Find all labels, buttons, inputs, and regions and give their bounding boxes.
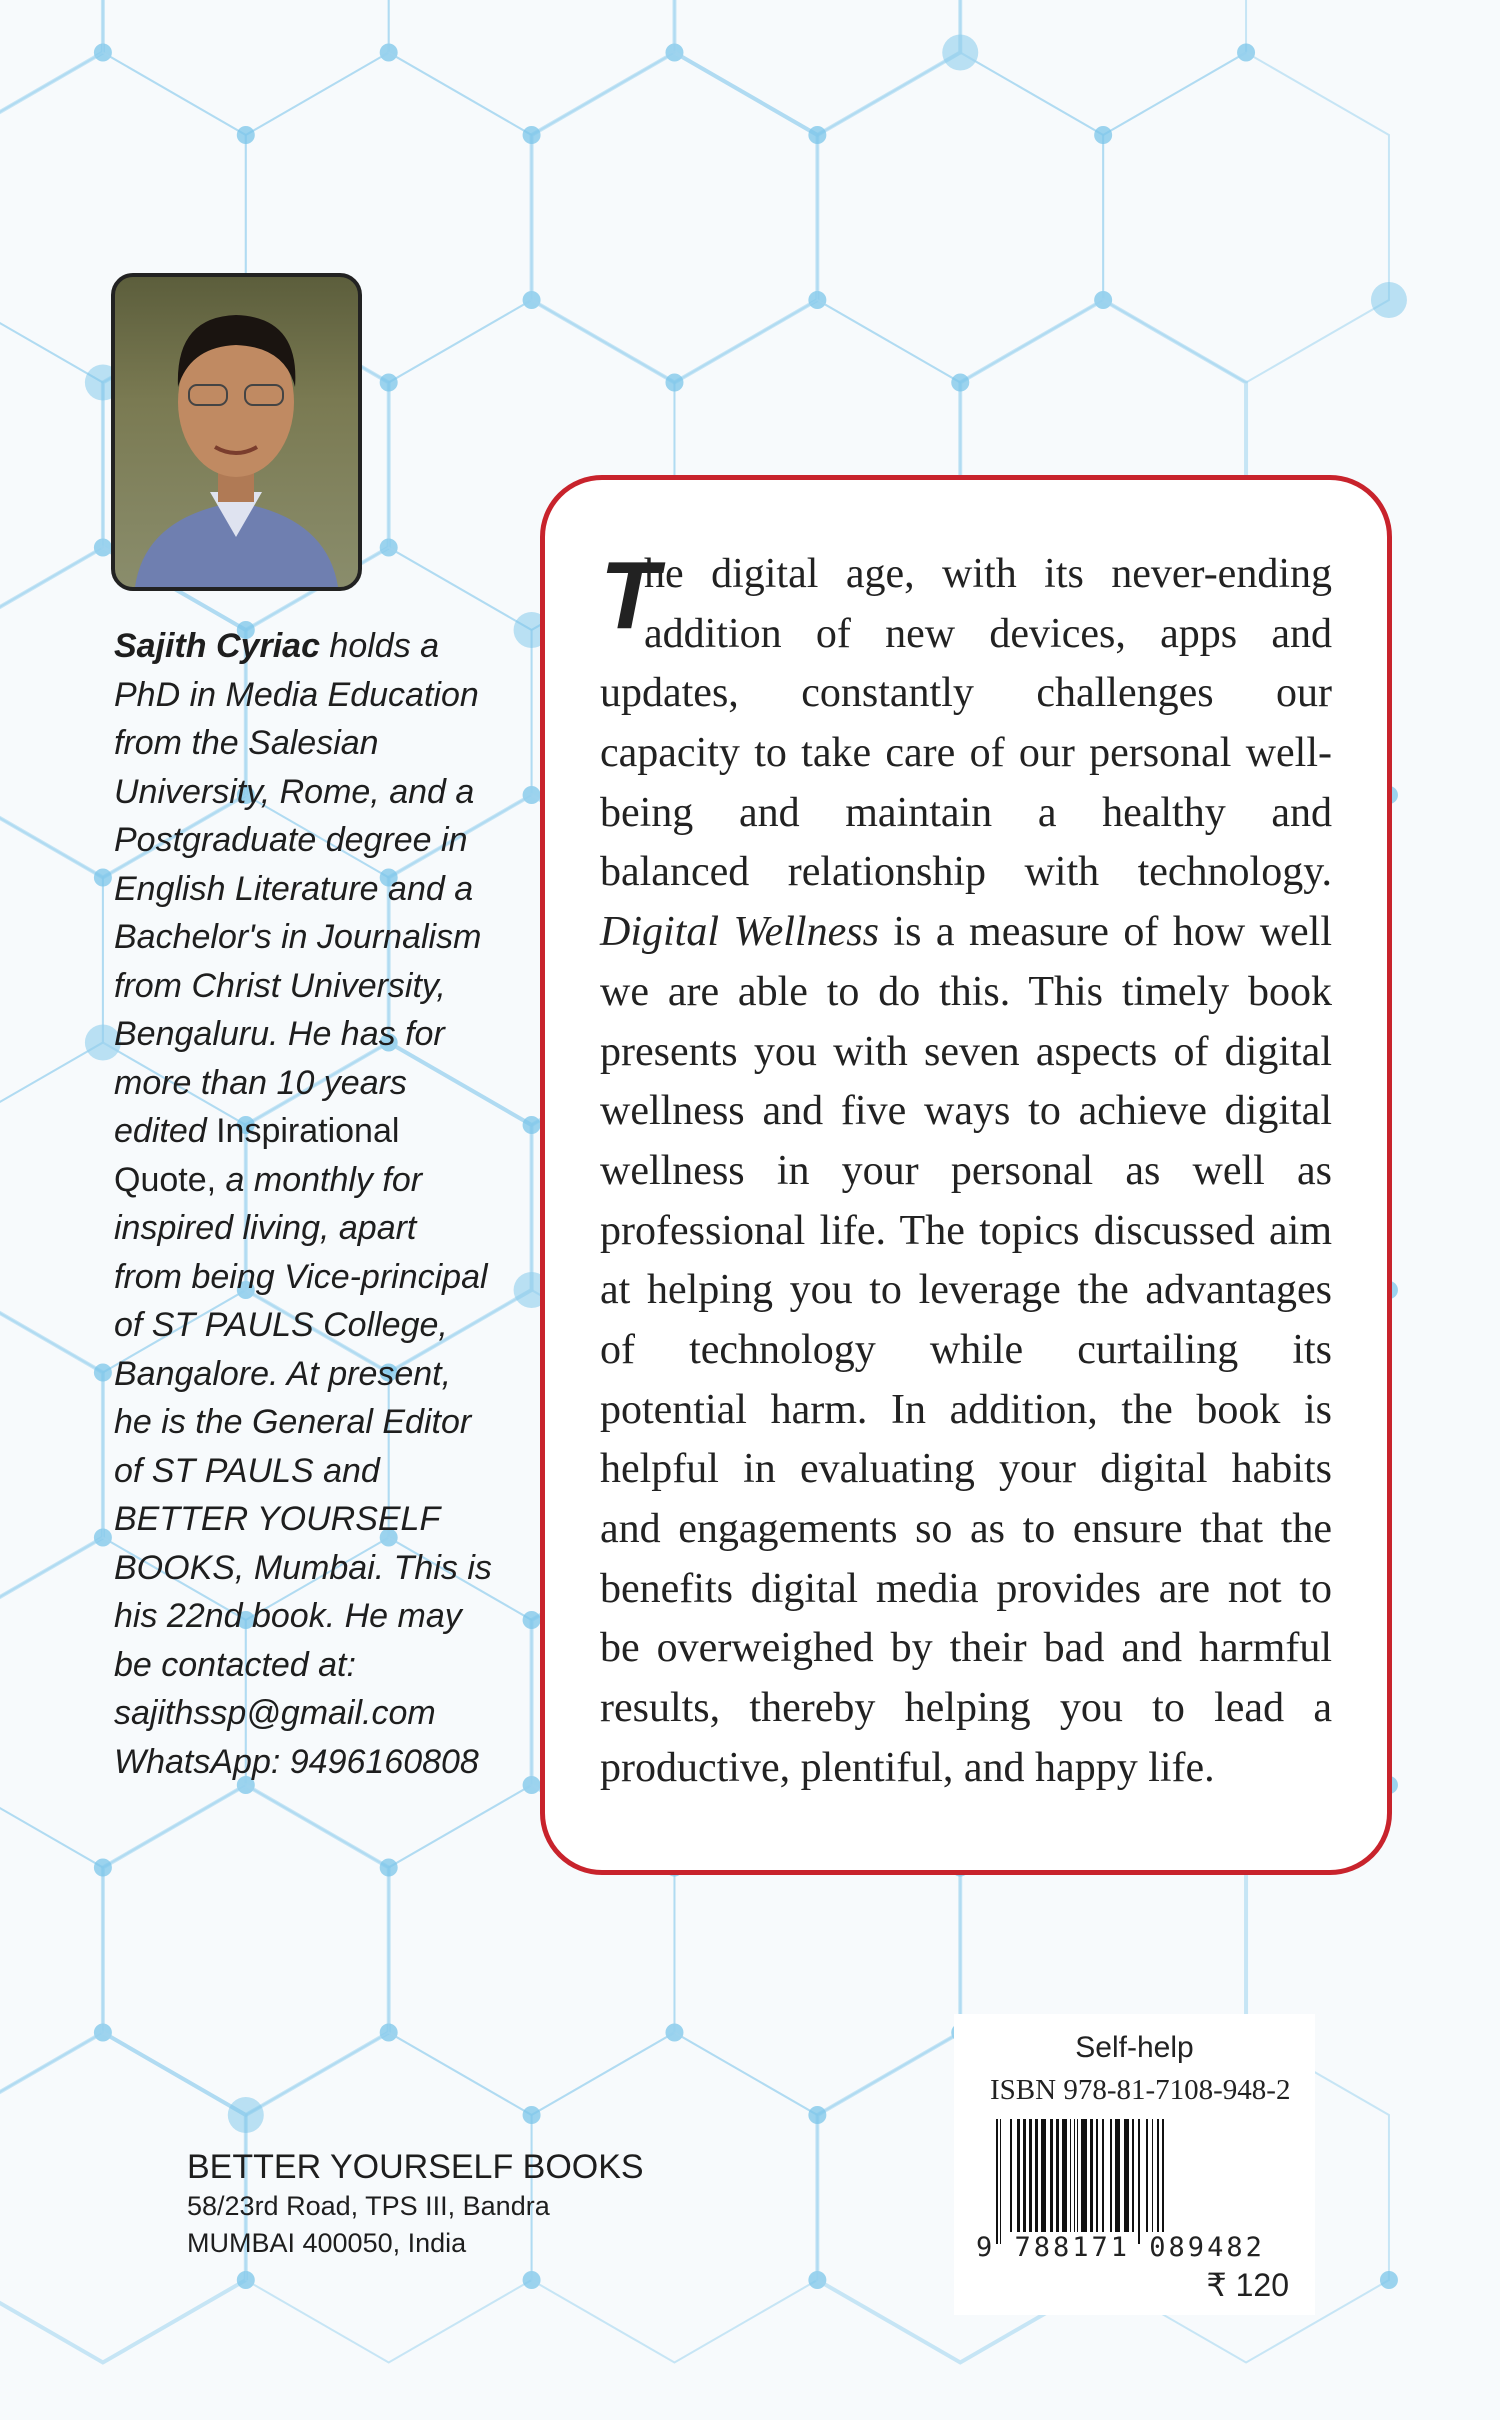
category-label: Self-help — [1075, 2031, 1194, 2064]
blurb-text: be overweighed by their bad and harmful — [600, 1625, 1332, 1672]
blurb-line — [600, 664, 1332, 724]
blurb-line — [600, 1261, 1332, 1321]
hexagon-shape — [0, 1290, 103, 1620]
blurb-line — [600, 1202, 1332, 1262]
blurb-line — [600, 903, 1332, 963]
barcode-bar — [1010, 2119, 1012, 2232]
barcode-bar — [1041, 2119, 1046, 2232]
bio-line — [114, 671, 534, 720]
barcode-bar — [1077, 2119, 1078, 2232]
hexagon-node-dot — [808, 126, 826, 144]
hexagon-node-dot — [237, 126, 255, 144]
bio-text: sajithssp@gmail.com — [114, 1694, 436, 1732]
bio-text: edited — [114, 1112, 217, 1150]
bio-text: BOOKS, Mumbai. This is — [114, 1548, 492, 1587]
publisher-address-line1: 58/23rd Road, TPS III, Bandra — [187, 2191, 550, 2221]
blurb-text: presents you with seven aspects of digital — [600, 1028, 1332, 1075]
blurb-text: wellness in your personal as well as — [600, 1147, 1332, 1194]
blurb-line — [600, 1082, 1332, 1142]
drop-cap: T — [600, 542, 659, 649]
author-photo — [111, 273, 362, 591]
bio-line — [114, 1689, 534, 1738]
blurb-text: professional life. The topics discussed aim — [600, 1207, 1332, 1254]
bio-line — [114, 865, 534, 914]
bio-line — [114, 913, 534, 962]
bio-text: of ST PAULS College, — [114, 1306, 448, 1344]
bio-text: from Christ University, — [114, 966, 446, 1005]
blurb-text: addition of new devices, apps and — [644, 610, 1332, 657]
publisher-name: BETTER YOURSELF BOOKS — [187, 2148, 644, 2186]
bio-text: English Literature and a — [114, 869, 474, 908]
bio-line — [114, 1350, 534, 1399]
bio-text: WhatsApp: 9496160808 — [114, 1742, 479, 1781]
blurb-line — [600, 963, 1332, 1023]
blurb-line — [600, 724, 1332, 784]
bio-line — [114, 962, 534, 1011]
barcode-bar — [1152, 2119, 1153, 2232]
barcode-bar — [1000, 2119, 1001, 2244]
blurb-line — [600, 1679, 1332, 1739]
hexagon-shape — [389, 0, 675, 135]
blurb-text: capacity to take care of our personal well- — [600, 730, 1332, 777]
blurb-line — [600, 1023, 1332, 1083]
hexagon-shape — [103, 0, 389, 135]
publisher-address-line2: MUMBAI 400050, India — [187, 2228, 467, 2258]
blurb-line — [600, 1381, 1332, 1441]
hexagon-node-dot — [380, 1859, 398, 1877]
barcode-bar — [1124, 2119, 1129, 2232]
barcode-bar — [1081, 2119, 1087, 2232]
barcode-bar — [1102, 2119, 1104, 2232]
bio-line — [114, 816, 534, 865]
hexagon-shape — [0, 300, 103, 630]
hexagon-node-dot — [523, 2106, 541, 2124]
hexagon-node-dot — [523, 126, 541, 144]
hexagon-shape — [817, 53, 1103, 383]
author-name: Sajith Cyriac — [114, 627, 320, 665]
barcode-bar — [1162, 2119, 1164, 2232]
hexagon-node-dot — [94, 1859, 112, 1877]
barcode-bar — [1056, 2119, 1059, 2232]
hexagon-node-dot — [94, 869, 112, 887]
barcode-bar — [1050, 2119, 1053, 2232]
barcode-panel — [954, 2014, 1315, 2315]
blurb-text: potential harm. In addition, the book is — [600, 1386, 1332, 1433]
barcode-bar — [1062, 2119, 1067, 2232]
bio-line — [114, 1301, 534, 1350]
bio-line — [114, 1156, 534, 1205]
book-title-italic: Digital Wellness — [600, 909, 879, 956]
hexagon-shape — [0, 795, 103, 1125]
bio-line — [114, 1107, 534, 1156]
hexagon-node-dot — [808, 2106, 826, 2124]
bio-line — [114, 1059, 534, 1108]
blurb-text: of technology while curtailing its — [600, 1326, 1332, 1373]
bio-line — [114, 1253, 534, 1302]
bio-text: BETTER YOURSELF — [114, 1500, 441, 1538]
bio-line — [114, 1544, 534, 1593]
bio-line — [114, 1398, 534, 1447]
barcode-bar — [996, 2119, 998, 2244]
blurb-line — [600, 545, 1332, 605]
barcode-bar — [1110, 2119, 1112, 2232]
bio-text: from the Salesian — [114, 724, 379, 762]
bio-text: Postgraduate degree in — [114, 821, 468, 859]
blurb-text: and engagements so as to ensure that the — [600, 1506, 1332, 1552]
bio-text: holds a — [319, 627, 440, 665]
bio-text: Inspirational — [216, 1112, 400, 1150]
blurb-text: updates, constantly challenges our — [600, 670, 1332, 717]
bio-text: his 22nd book. He may — [114, 1597, 462, 1635]
barcode-bar — [1035, 2119, 1038, 2232]
bio-text: Bengaluru. He has for — [114, 1015, 445, 1053]
blurb-line — [600, 1321, 1332, 1381]
publisher-info — [187, 2146, 644, 2262]
barcode-bar — [1029, 2119, 1032, 2232]
author-portrait-image — [115, 277, 358, 587]
bio-text: Bachelor's in Journalism — [114, 918, 482, 956]
blurb-text — [600, 542, 1332, 1798]
barcode-bar — [1023, 2119, 1026, 2232]
blurb-text: balanced relationship with technology. — [600, 849, 1332, 896]
bio-line — [114, 1592, 534, 1641]
bio-text: Quote, — [114, 1160, 217, 1199]
hexagon-node-dot — [665, 374, 683, 392]
blurb-line — [600, 843, 1332, 903]
bio-text: be contacted at: — [114, 1645, 356, 1684]
barcode-bar — [1115, 2119, 1120, 2232]
bio-line — [114, 1447, 534, 1496]
hexagon-shape — [960, 0, 1246, 135]
barcode-bar — [1017, 2119, 1020, 2232]
hexagon-node-dot — [94, 1364, 112, 1382]
blurb-line — [600, 605, 1332, 665]
barcode-bar — [1138, 2119, 1140, 2244]
bio-line — [114, 719, 534, 768]
bio-text: from being Vice-principal — [114, 1257, 488, 1296]
blurb-line — [600, 1142, 1332, 1202]
bio-text: inspired living, apart — [114, 1209, 417, 1247]
blurb-line — [600, 1739, 1332, 1799]
hexagon-node-dot — [1094, 126, 1112, 144]
blurb-text: he digital age, with its never-ending — [644, 551, 1332, 597]
bio-line — [114, 1641, 534, 1690]
hexagon-node-dot — [1371, 282, 1407, 318]
barcode-bar — [1146, 2119, 1148, 2232]
author-bio — [114, 622, 534, 1786]
barcode-bar — [1090, 2119, 1093, 2232]
blurb-text: being and maintain a healthy and — [600, 789, 1332, 836]
hexagon-shape — [1103, 53, 1389, 383]
isbn-label: ISBN 978-81-7108-948-2 — [990, 2074, 1291, 2106]
bio-text: more than 10 years — [114, 1063, 407, 1102]
barcode-bar — [1074, 2119, 1075, 2232]
barcode-bar — [1070, 2119, 1071, 2232]
bio-text: Bangalore. At present, — [114, 1354, 452, 1393]
bio-text: of ST PAULS and — [114, 1451, 380, 1490]
blurb-text: productive, plentiful, and happy life. — [600, 1744, 1215, 1791]
bio-line — [114, 1495, 534, 1544]
hexagon-shape — [0, 0, 103, 135]
barcode-digits: 9 788171 089482 — [976, 2232, 1265, 2263]
blurb-text: at helping you to leverage the advantages — [600, 1267, 1332, 1314]
bio-line — [114, 768, 534, 817]
hexagon-shape — [103, 1785, 389, 2115]
blurb-line — [600, 784, 1332, 844]
bio-line — [114, 1204, 534, 1253]
hexagon-shape — [0, 1785, 103, 2115]
hexagon-shape — [532, 53, 818, 383]
bio-line — [114, 1738, 534, 1787]
blurb-text: wellness and five ways to achieve digital — [600, 1088, 1332, 1135]
bio-line — [114, 1010, 534, 1059]
hexagon-shape — [674, 0, 960, 135]
blurb-text: we are able to do this. This timely book — [600, 968, 1332, 1015]
bio-line — [114, 622, 534, 671]
price-label: ₹ 120 — [1206, 2267, 1289, 2303]
bio-text: PhD in Media Education — [114, 675, 479, 714]
hexagon-node-dot — [228, 2097, 264, 2133]
hexagon-node-dot — [951, 374, 969, 392]
bio-text: he is the General Editor — [114, 1403, 472, 1441]
blurb-text: helpful in evaluating your digital habits — [600, 1446, 1332, 1493]
blurb-text: results, thereby helping you to lead a — [600, 1685, 1332, 1732]
bio-text: University, Rome, and a — [114, 772, 475, 811]
hexagon-node-dot — [1380, 2271, 1398, 2289]
blurb-line — [600, 1500, 1332, 1560]
blurb-text: is a measure of how well — [878, 909, 1332, 956]
hexagon-node-dot — [380, 374, 398, 392]
blurb-line — [600, 1619, 1332, 1679]
blurb-line — [600, 1560, 1332, 1620]
bio-text: a monthly for — [216, 1160, 423, 1199]
barcode-icon — [994, 2119, 1284, 2244]
barcode-bar — [1096, 2119, 1098, 2232]
barcode-bar — [1157, 2119, 1159, 2232]
blurb-text: benefits digital media provides are not to — [600, 1565, 1332, 1612]
blurb-line — [600, 1440, 1332, 1500]
barcode-bar — [1132, 2119, 1134, 2232]
